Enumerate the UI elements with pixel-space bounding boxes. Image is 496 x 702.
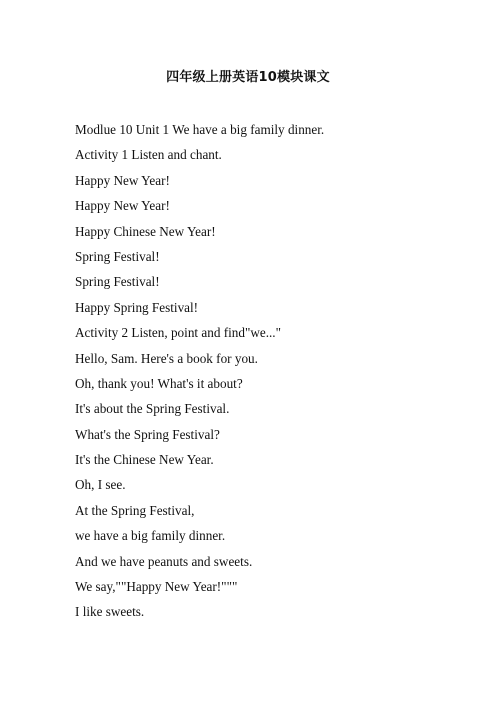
text-line: Happy Spring Festival! <box>75 299 199 315</box>
text-line: At the Spring Festival, <box>75 502 195 518</box>
text-line: Spring Festival! <box>75 274 160 290</box>
text-line: What's the Spring Festival? <box>75 426 220 442</box>
text-line: Activity 1 Listen and chant. <box>75 147 222 163</box>
text-line: Happy Chinese New Year! <box>75 223 216 239</box>
text-line: It's the Chinese New Year. <box>75 452 214 468</box>
text-line: Happy New Year! <box>75 198 170 214</box>
text-body <box>75 117 455 625</box>
text-line: Hello, Sam. Here's a book for you. <box>75 350 258 366</box>
text-line: Spring Festival! <box>75 248 160 264</box>
text-line: It's about the Spring Festival. <box>75 401 230 417</box>
text-line: I like sweets. <box>75 604 145 620</box>
text-line: Oh, I see. <box>75 477 126 493</box>
text-line: Modlue 10 Unit 1 We have a big family dinner. <box>75 122 325 137</box>
text-line: Happy New Year! <box>75 172 170 188</box>
text-line: And we have peanuts and sweets. <box>75 553 253 569</box>
text-line: Oh, thank you! What's it about? <box>75 375 243 391</box>
text-line: Activity 2 Listen, point and find"we..." <box>75 325 281 341</box>
text-line: We say,""Happy New Year!""" <box>75 579 238 595</box>
document-title: 四年级上册英语10模块课文 <box>166 70 330 85</box>
text-line: we have a big family dinner. <box>75 528 226 544</box>
